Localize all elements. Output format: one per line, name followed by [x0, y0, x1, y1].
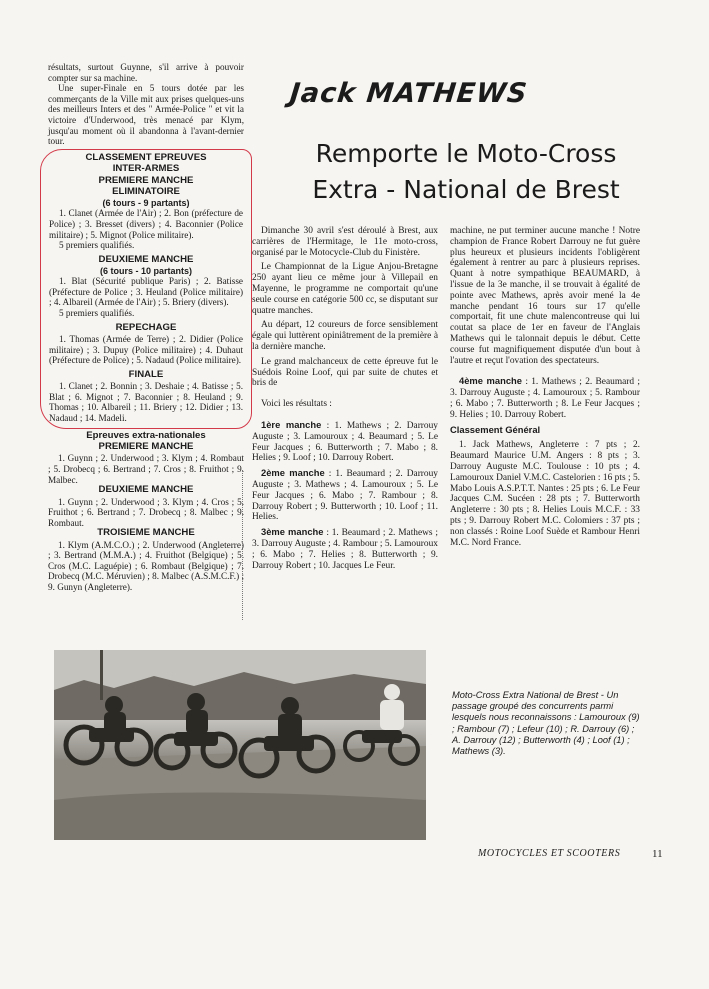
page-number: 11	[652, 848, 663, 860]
inter-armes-results	[40, 149, 252, 429]
body-paragraph: Au départ, 12 coureurs de force sensiblement égale qui luttèrent opiniâtrement de la première à la dernière manche.	[252, 320, 438, 352]
results-text: 1. Guynn ; 2. Underwood ; 3. Klym ; 4. Rombaut ; 5. Drobecq ; 6. Bertrand ; 7. Cros ; 8. Fruithot ; 9. Malbec.	[48, 453, 244, 485]
manche-results-4	[450, 376, 640, 420]
body-paragraph: machine, ne put terminer aucune manche ! Notre champion de France Robert Darrouy ne fut guère plus heureux et plusieurs incidents l'obligèrent également à rentrer au parc à plusieurs reprises. Quant à notre sympathique BEAUMARD, à l'issue de la 3e manche, il se trouvait à égalité de pointe avec Mathews, après avoir mené la 4e manche pendant 16 tours sur 17 qu'elle comportait, fit une chute malencontreuse qui lui coutat sa place de 1er en faveur de l'Anglais Mathews qui le talonnait depuis le début. Cette course fut magnifiquement disputée d'un bout à l'autre et reçut l'ovation des spectateurs.	[450, 226, 640, 366]
body-paragraph: Le grand malchanceux de cette épreuve fut le Suédois Roine Loof, qui par suite de chutes et bris de	[252, 356, 438, 389]
section-subtitle: (6 tours - 10 partants)	[99, 266, 193, 277]
manche-text: : 1. Beaumard ; 2. Darrouy Auguste ; 3. Mathews ; 4. Lamouroux ; 5. Le Feur Jacques ; 6. Mabo ; 7. Rambour ; 8. Darrouy Robert ; 9. Butterworth ; 10. Loof ; 11. Helies.	[252, 469, 438, 523]
results-text: 1. Blat (Sécurité publique Paris) ; 2. Batisse (Préfecture de Police ; 3. Heuland (Police militaire) ; 4. Albareil (Armée de l'Air) ; 5. Briery (divers).	[49, 276, 243, 308]
manche-label: 1ère manche	[261, 418, 322, 430]
results-note: 5 premiers qualifiés.	[59, 307, 135, 318]
intro-paragraph-1: résultats, surtout Guynne, s'il arrive à pouvoir compter sur sa machine.	[48, 62, 244, 83]
section-title: CLASSEMENT EPREUVES	[85, 151, 207, 163]
section-title: TROISIEME MANCHE	[97, 527, 195, 539]
general-ranking-text: 1. Jack Mathews, Angleterre : 7 pts ; 2. Beaumard Maurice U.M. Angers : 8 pts ; 3. Darrouy Auguste M.C. Toulouse : 10 pts ; 4. Lamouroux Daniel V.M.C. Castelorien : 16 pts ; 5. Mabo Louis A.S.P.T.T. Nantes : 25 pts ; 6. Le Feur Jacques C.M. Sucéen : 28 pts ; 7. Butterworth Angleterre : 30 pts ; 8. Helies Louis M.C.F. : 33 pts ; 9. Darrouy Robert M.C. Colomiers : 37 pts ; non classés : Roine Loof Suède et Rambour Henri M.C. Nord France.	[450, 440, 640, 548]
manche-results-1	[252, 420, 438, 464]
headline-line-1: Remporte le Moto-Cross	[315, 139, 617, 168]
section-title: Epreuves extra-nationales	[86, 429, 206, 441]
section-title: DEUXIEME MANCHE	[98, 253, 194, 265]
manche-label: 3ème manche	[261, 526, 324, 538]
section-subtitle: (6 tours - 9 partants)	[102, 198, 190, 209]
general-ranking-title	[450, 425, 640, 437]
manche-label: 4ème manche	[459, 375, 522, 387]
photo-caption: Moto-Cross Extra National de Brest - Un passage groupé des concurrents parmi lesquels nous reconnaissons : Lamouroux (9) ; Rambour (7) ; Lefeur (10) ; R. Darrouy (6) ; A. Darrouy (12) ; Butterworth (4) ; Loof (1) ; Mathews (3).	[452, 690, 640, 757]
race-photo	[54, 650, 426, 840]
article-headline	[296, 136, 636, 208]
body-paragraph: Le Championnat de la Ligue Anjou-Bretagne 250 ayant lieu ce même jour à Villepail en Mayenne, le programme ne comportait qu'une seule course en catégorie 500 cc, se disputant sur quatre manches.	[252, 262, 438, 316]
section-title: REPECHAGE	[115, 321, 177, 333]
results-text: 1. Klym (A.M.C.O.) ; 2. Underwood (Angleterre) ; 3. Bertrand (M.M.A.) ; 4. Fruithot (Belgique) ; 5. Cros (M.C. Laguépie) ; 6. Rombaut (Belgique) ; 7. Drobecq (M.C. Méruvien) ; 8. Malbec (A.S.M.C.F.) ; 9. Gunyn (Angleterre).	[48, 539, 245, 593]
results-note: 5 premiers qualifiés.	[59, 240, 135, 251]
results-text: 1. Thomas (Armée de Terre) ; 2. Didier (Police militaire) ; 3. Dupuy (Police militaire) ; 4. Duhaut (Préfecture de Police) ; 5. Nadaud (Police militaire).	[49, 333, 243, 366]
right-column	[450, 226, 640, 552]
manche-results-3	[252, 527, 438, 571]
section-title: PREMIERE MANCHE	[98, 174, 194, 186]
results-text: 1. Clanet (Armée de l'Air) ; 2. Bon (préfecture de Police) ; 3. Bresset (divers) ; 4. Baconnier (Police militaire) ; 5. Mignot (Police militaire).	[49, 208, 243, 240]
manche-label: 2ème manche	[261, 467, 325, 479]
section-title: FINALE	[128, 368, 164, 380]
article-kicker: Jack MATHEWS	[288, 78, 530, 109]
magazine-name: MOTOCYCLES ET SCOOTERS	[478, 848, 621, 859]
section-title: DEUXIEME MANCHE	[98, 484, 194, 496]
results-text: 1. Clanet ; 2. Bonnin ; 3. Deshaie ; 4. Batisse ; 5. Blat ; 6. Mignot ; 7. Baconnier ; 8. Heuland ; 9. Thomas ; 10. Albareil ; 11. Briery ; 12. Didier ; 13. Nadaud ; 14. Madeli.	[49, 381, 243, 423]
section-title: ELIMINATOIRE	[112, 185, 180, 197]
left-column	[48, 62, 244, 593]
section-title: INTER-ARMES	[112, 163, 180, 175]
column-divider	[242, 470, 247, 620]
headline-line-2: Extra - National de Brest	[312, 175, 620, 204]
race-photo-illustration	[54, 650, 426, 840]
ranking-label: Classement Général	[450, 423, 541, 435]
section-title: PREMIERE MANCHE	[98, 440, 194, 452]
manche-text: : 1. Mathews ; 2. Beaumard ; 3. Darrouy Auguste ; 4. Lamouroux ; 5. Rambour ; 6. Mabo ; 7. Butterworth ; 8. Le Feur Jacques ; 9. Helies ; 10. Darrouy Robert.	[450, 377, 640, 420]
intro-paragraph-2: Une super-Finale en 5 tours dotée par les commerçants de la Ville mit aux prises quelques-uns des meilleurs Inters et des " Armée-Police " et vit la victoire d'Underwood, très menacé par Klym, jusqu'au moment où il abandonna à l'avant-dernier tour.	[48, 83, 244, 147]
manche-results-2	[252, 468, 438, 523]
body-paragraph: Dimanche 30 avril s'est déroulé à Brest, aux carrières de l'Hermitage, le 11e moto-cross, organisé par le Motocycle-Club du Finistère.	[252, 226, 438, 258]
middle-column	[252, 226, 438, 575]
results-text: 1. Guynn ; 2. Underwood ; 3. Klym ; 4. Cros ; 5. Fruithot ; 6. Bertrand ; 7. Drobecq ; 8. Malbec ; 9. Rombaut.	[48, 496, 244, 528]
manche-text: : 1. Beaumard ; 2. Mathews ; 3. Darrouy Auguste ; 4. Rambour ; 5. Lamouroux ; 6. Mabo ; 7. Helies ; 8. Butterworth ; 9. Darrouy Robert ; 10. Jacques Le Feur.	[252, 528, 438, 571]
results-intro: Voici les résultats :	[261, 399, 332, 410]
manche-text: : 1. Mathews ; 2. Darrouy Auguste ; 3. Lamouroux ; 4. Beaumard ; 5. Le Feur Jacques ; 6. Butterworth ; 7. Mabo ; 8. Helies ; 9. Loof ; 10. Darrouy Robert.	[252, 420, 438, 464]
